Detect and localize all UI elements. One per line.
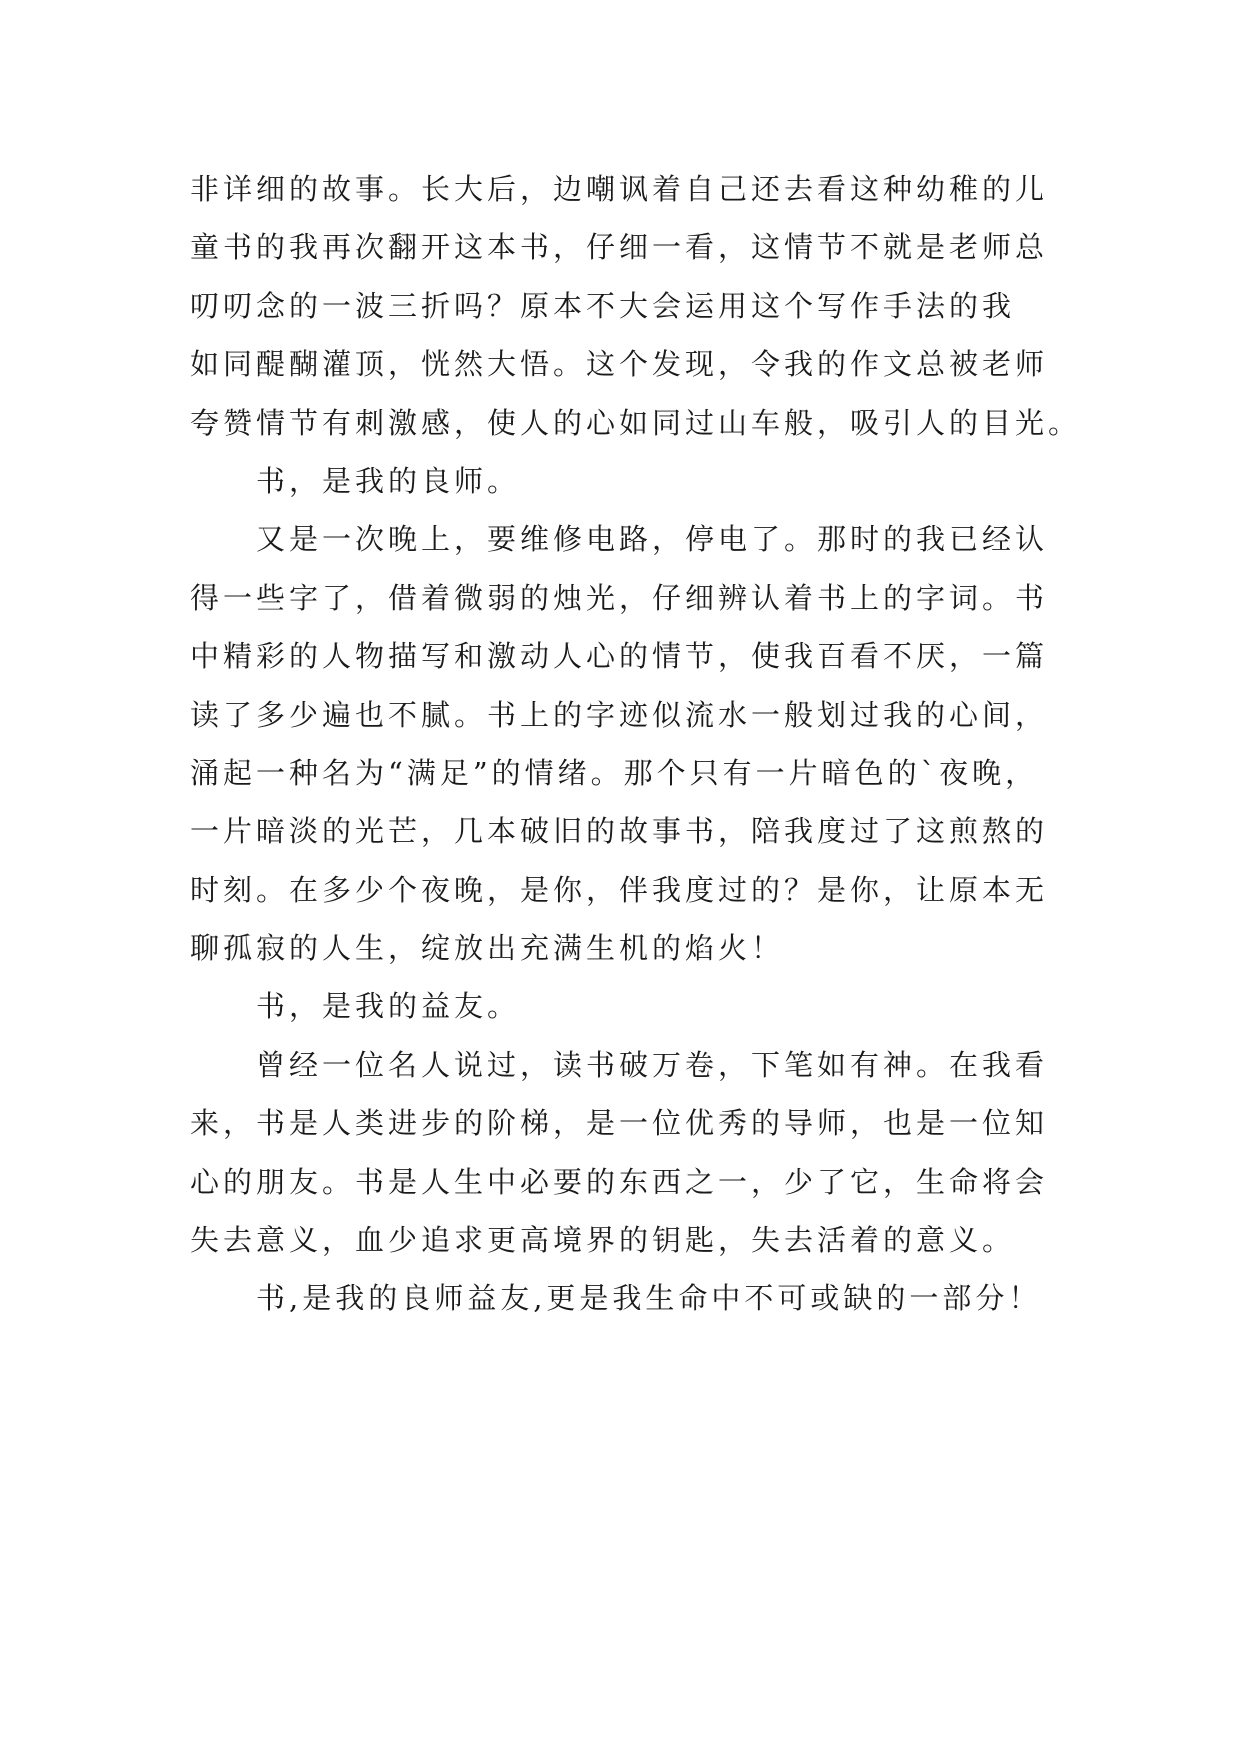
text-line: 心的朋友。书是人生中必要的东西之一，少了它，生命将会: [190, 1164, 1049, 1199]
document-body: [190, 160, 1082, 1328]
text-line: 一片暗淡的光芒，几本破旧的故事书，陪我度过了这煎熬的: [190, 814, 1049, 849]
text-line: 失去意义，血少追求更高境界的钥匙，失去活着的意义。: [190, 1223, 1016, 1258]
text-line: 如同醍醐灌顶，恍然大悟。这个发现，令我的作文总被老师: [190, 347, 1049, 382]
text-line: 来，书是人类进步的阶梯，是一位优秀的导师，也是一位知: [190, 1106, 1049, 1141]
text-line: 涌起一种名为“满足”的情绪。那个只有一片暗色的`夜晚，: [190, 755, 1039, 790]
text-line: 夸赞情节有刺激感，使人的心如同过山车般，吸引人的目光。: [190, 405, 1082, 440]
text-line: 非详细的故事。长大后，边嘲讽着自己还去看这种幼稚的儿: [190, 172, 1049, 206]
text-line: 聊孤寂的人生，绽放出充满生机的焰火！: [190, 931, 785, 966]
text-line: 读了多少遍也不腻。书上的字迹似流水一般划过我的心间，: [190, 697, 1049, 732]
closing-sentence: 书,是我的良师益友,更是我生命中不可或缺的一部分！: [256, 1281, 1042, 1316]
text-line: 叨叨念的一波三折吗？原本不大会运用这个写作手法的我: [190, 288, 1016, 323]
paragraph-start: 曾经一位名人说过，读书破万卷，下笔如有神。在我看: [256, 1047, 1049, 1082]
text-line: 时刻。在多少个夜晚，是你，伴我度过的？是你，让原本无: [190, 872, 1049, 907]
paragraph-start: 又是一次晚上，要维修电路，停电了。那时的我已经认: [256, 522, 1049, 557]
section-heading: 书，是我的益友。: [256, 989, 521, 1024]
text-line: 中精彩的人物描写和激动人心的情节，使我百看不厌，一篇: [190, 639, 1049, 674]
text-line: 童书的我再次翻开这本书，仔细一看，这情节不就是老师总: [190, 230, 1049, 265]
text-line: 得一些字了，借着微弱的烛光，仔细辨认着书上的字词。书: [190, 580, 1049, 615]
section-heading: 书，是我的良师。: [256, 463, 521, 498]
